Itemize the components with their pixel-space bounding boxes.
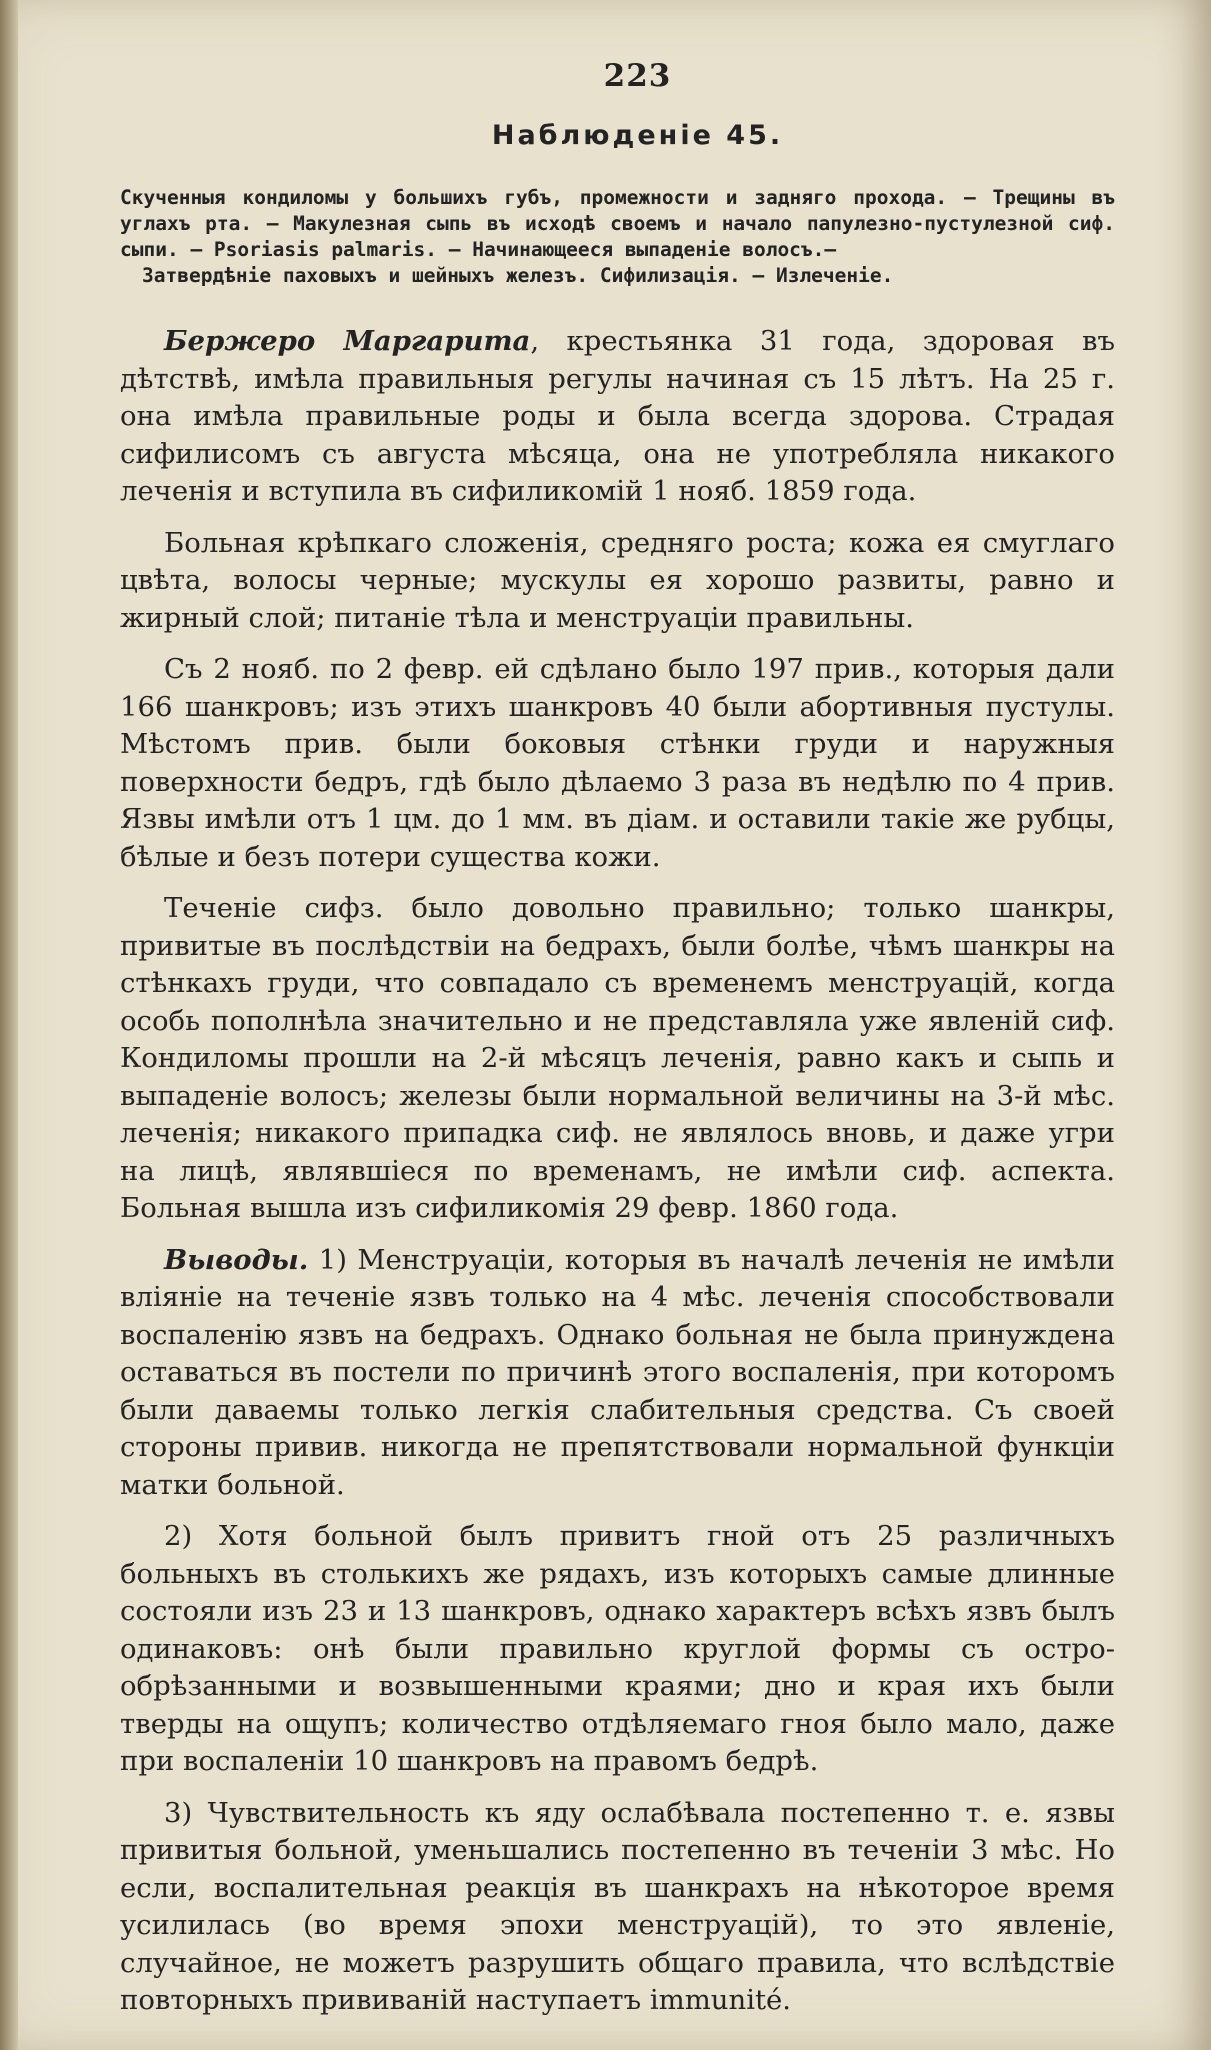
conclusions-1-text: 1) Менструаціи, которыя въ началѣ леченія не имѣли вліяніе на теченіе язвъ только на 4 мѣс. леченія способствовали воспаленію язвъ на бедрахъ. Однако больная не была принуждена оставаться въ постели по причинѣ этого воспаленія, при которомъ были даваемы только легкія слабительныя средства. Съ своей стороны привив. никогда не препятствовали нормальной функціи матки больной.: [120, 1243, 1115, 1501]
patient-name: Бержеро Маргарита: [164, 325, 531, 357]
paragraph-inoculations: Съ 2 нояб. по 2 февр. ей сдѣлано было 197 прив., которыя дали 166 шанкровъ; изъ этихъ шанкровъ 40 были абортивныя пустулы. Мѣстомъ прив. были боковыя стѣнки груди и наружныя поверхности бедръ, гдѣ было дѣлаемо 3 раза въ недѣлю по 4 прив. Язвы имѣли отъ 1 цм. до 1 мм. въ діам. и оставили такіе же рубцы, бѣлые и безъ потери существа кожи.: [120, 653, 1115, 873]
paragraph-conclusions-3: 3) Чувствительность къ яду ослабѣвала постепенно т. е. язвы привитыя больной, уменьшались постепенно въ теченіи 3 мѣс. Но если, воспалительная реакція въ шанкрахъ на нѣкоторое время усилилась (во время эпохи менструацій), то это явленіе, случайное, не можетъ разрушить общаго правила, что вслѣдствіе повторныхъ прививаній наступаетъ immunité.: [120, 1796, 1115, 2016]
paragraph-patient-history: [120, 323, 1115, 511]
page-number: 223: [603, 58, 672, 94]
paragraph-1-text: , крестьянка 31 года, здоровая въ дѣтствѣ, имѣла правильныя регулы начиная съ 15 лѣтъ. На 25 г. она имѣла правильные роды и была всегда здорова. Страдая сифилисомъ съ августа мѣсяца, она не употребляла никакого леченія и вступила въ сифиликомій 1 нояб. 1859 года.: [120, 325, 1116, 507]
conclusions-label: Выводы.: [164, 1243, 309, 1276]
page-content: [120, 58, 1115, 2034]
paragraph-course: Теченіе сифз. было довольно правильно; только шанкры, привитые въ послѣдствіи на бедрахъ, были болѣе, чѣмъ шанкры на стѣнкахъ груди, что совпадало съ временемъ менструацій, когда особь пополнѣла значительно и не представляла уже явленій сиф. Кондиломы прошли на 2-й мѣсяцъ леченія, равно какъ и сыпь и выпаденіе волосъ; железы были нормальной величины на 3-й мѣс. леченія; никакого припадка сиф. не являлось вновь, и даже угри на лицѣ, являвшіеся по временамъ, не имѣли сиф. аспекта. Больная вышла изъ сифиликомія 29 февр. 1860 года.: [120, 892, 1115, 1224]
summary-text: Скученныя кондиломы у большихъ губъ, промежности и задняго прохода. — Трещины въ углахъ рта. — Макулезная сыпь въ исходѣ своемъ и начало папулезно-пустулезной сиф. сыпи. — Psoriasis palmaris. — Начинающееся выпаденіе волосъ.—: [120, 186, 1115, 261]
paragraph-conclusions-1: [120, 1242, 1115, 1505]
case-summary: [120, 185, 1115, 289]
observation-heading: Наблюденіе 45.: [491, 120, 784, 151]
page-binding-edge: [0, 0, 18, 2050]
summary-last-line: Затвердѣніе паховыхъ и шейныхъ железъ. Сифилизація. — Излеченіе.: [142, 264, 894, 287]
paragraph-constitution: Больная крѣпкаго сложенія, средняго роста; кожа ея смуглаго цвѣта, волосы черные; мускулы ея хорошо развиты, равно и жирный слой; питаніе тѣла и менструаціи правильны.: [120, 526, 1115, 634]
paragraph-conclusions-2: 2) Хотя больной былъ привитъ гной отъ 25 различныхъ больныхъ въ столькихъ же рядахъ, изъ которыхъ самые длинные состояли изъ 23 и 13 шанкровъ, однако характеръ всѣхъ язвъ былъ одинаковъ: онѣ были правильно круглой формы съ остро-обрѣзанными и возвышенными краями; дно и края ихъ были тверды на ощупъ; количество отдѣляемаго гноя было мало, даже при воспаленіи 10 шанкровъ на правомъ бедрѣ.: [120, 1520, 1115, 1777]
